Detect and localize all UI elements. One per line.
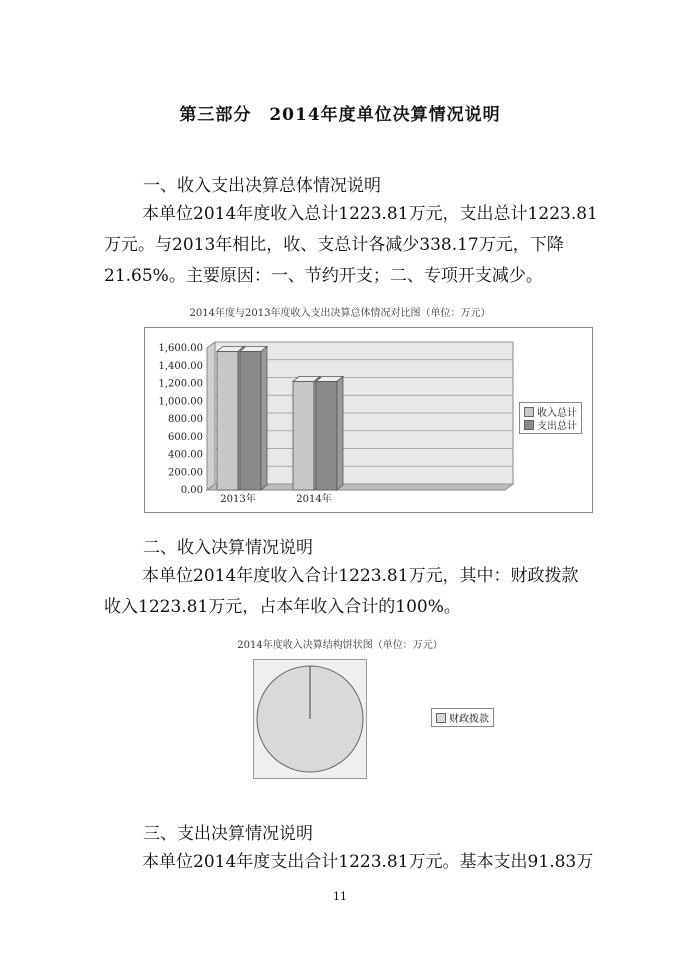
legend-item-fiscal: [436, 711, 489, 724]
pie-chart-legend: [431, 708, 494, 727]
legend-item-expense: [524, 418, 577, 431]
bar-chart-y-tick: 1,400.00: [158, 360, 203, 372]
section-3-paragraph: [104, 847, 604, 878]
section-1-line-2: 万元。与2013年相比，收、支总计各减少338.17万元，下降: [104, 235, 564, 255]
section-1-line-3: 21.65%。主要原因：一、节约开支；二、专项开支减少。: [104, 266, 543, 286]
pie-chart: [253, 659, 367, 779]
bar-chart-x-tick: 2013年: [220, 494, 256, 505]
bar-face: [240, 351, 261, 490]
section-2-paragraph: [104, 561, 604, 623]
bar-chart-y-tick: 400.00: [168, 449, 203, 461]
bar-chart-y-tick: 600.00: [168, 431, 203, 443]
bar-chart-legend: [519, 402, 582, 434]
section-2-line-1: 本单位2014年度收入合计1223.81万元，其中：财政拨款: [142, 566, 579, 586]
section-3-line-1: 本单位2014年度支出合计1223.81万元。基本支出91.83万: [142, 852, 594, 872]
pie-chart-svg: [254, 660, 366, 778]
bar-chart-y-tick: 1,000.00: [158, 396, 203, 408]
legend-swatch-expense: [524, 420, 534, 430]
bar-side: [337, 376, 343, 490]
bar-face: [293, 381, 314, 490]
bar-chart: [144, 327, 593, 513]
section-3-heading: 三、支出决算情况说明: [143, 824, 313, 844]
page-title: 第三部分 2014年度单位决算情况说明: [179, 105, 501, 125]
page-number: 11: [333, 890, 347, 903]
bar-chart-side-wall: [207, 342, 215, 490]
legend-swatch-fiscal: [436, 713, 446, 723]
bar-chart-y-tick: 1,600.00: [158, 343, 203, 354]
bar-face: [217, 351, 238, 490]
section-2-line-2: 收入1223.81万元，占本年收入合计的100%。: [104, 597, 461, 617]
bar: [240, 346, 267, 490]
bar-chart-x-tick: 2014年: [296, 494, 332, 505]
bar-chart-y-tick: 800.00: [168, 414, 203, 425]
legend-label-income: 收入总计: [537, 408, 577, 419]
bar-chart-y-tick: 200.00: [168, 467, 203, 479]
bar-chart-caption: 2014年度与2013年度收入支出决算总体情况对比图（单位：万元）: [189, 308, 491, 319]
bar: [316, 376, 343, 490]
section-1-line-1: 本单位2014年度收入总计1223.81万元，支出总计1223.81: [142, 204, 598, 224]
bar-chart-y-tick: 1,200.00: [158, 378, 203, 390]
bar-chart-y-tick: 0.00: [180, 485, 203, 496]
bar-face: [316, 381, 337, 490]
pie-chart-caption: 2014年度收入决算结构饼状图（单位：万元）: [237, 640, 443, 651]
bar-side: [261, 346, 267, 490]
section-1-paragraph: [104, 199, 604, 292]
legend-label-fiscal: 财政拨款: [449, 714, 489, 725]
legend-label-expense: 支出总计: [537, 421, 577, 432]
legend-swatch-income: [524, 407, 534, 417]
section-1-heading: 一、收入支出决算总体情况说明: [143, 176, 381, 196]
section-2-heading: 二、收入决算情况说明: [143, 538, 313, 558]
